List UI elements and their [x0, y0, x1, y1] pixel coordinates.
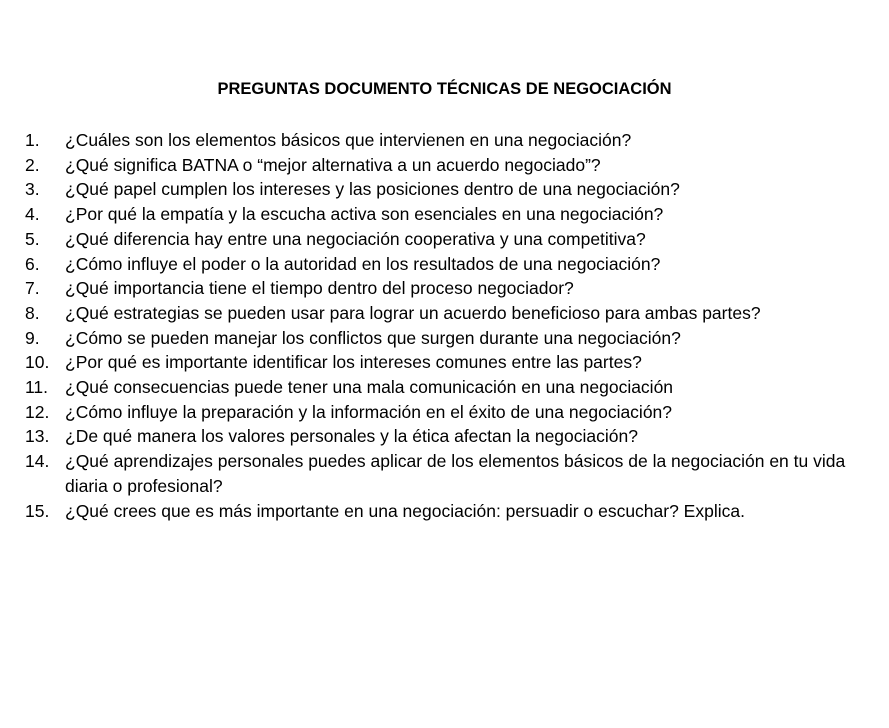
question-item	[25, 350, 875, 375]
question-item	[25, 326, 875, 351]
question-item	[25, 202, 875, 227]
question-item	[25, 400, 875, 425]
question-text: ¿Qué estrategias se pueden usar para lograr un acuerdo beneficioso para ambas partes?	[65, 302, 761, 323]
question-number: 14.	[25, 451, 50, 472]
question-text: ¿Qué crees que es más importante en una negociación: persuadir o escuchar? Explica.	[65, 500, 745, 521]
question-number: 12.	[25, 401, 50, 422]
question-text: ¿Por qué la empatía y la escucha activa son esenciales en una negociación?	[65, 204, 664, 225]
document-title: PREGUNTAS DOCUMENTO TÉCNICAS DE NEGOCIACIÓN	[217, 80, 672, 98]
question-item	[25, 177, 875, 202]
question-number: 6.	[25, 253, 40, 274]
question-item	[25, 499, 875, 524]
question-text: ¿Qué papel cumplen los intereses y las posiciones dentro de una negociación?	[65, 179, 680, 200]
question-item	[25, 276, 875, 301]
question-number: 7.	[25, 278, 40, 299]
question-number: 5.	[25, 228, 40, 249]
question-text: ¿Por qué es importante identificar los intereses comunes entre las partes?	[65, 352, 642, 373]
question-text: ¿Cómo se pueden manejar los conflictos que surgen durante una negociación?	[65, 327, 681, 348]
question-item	[25, 227, 875, 252]
question-item	[25, 153, 875, 178]
question-item	[25, 252, 875, 277]
question-text: ¿Qué significa BATNA o “mejor alternativa a un acuerdo negociado”?	[65, 154, 601, 175]
question-number: 2.	[25, 154, 40, 175]
question-list	[25, 128, 875, 523]
question-text: ¿Cómo influye el poder o la autoridad en los resultados de una negociación?	[65, 253, 661, 274]
question-text: ¿Cómo influye la preparación y la información en el éxito de una negociación?	[65, 401, 673, 422]
question-number: 15.	[25, 500, 50, 521]
question-text: ¿Qué importancia tiene el tiempo dentro del proceso negociador?	[65, 278, 574, 299]
question-item	[25, 424, 875, 449]
question-number: 3.	[25, 179, 40, 200]
question-text: ¿Cuáles son los elementos básicos que intervienen en una negociación?	[65, 130, 632, 150]
question-number: 9.	[25, 327, 40, 348]
question-number: 8.	[25, 302, 40, 323]
question-item	[25, 449, 875, 498]
question-item	[25, 128, 875, 153]
question-number: 13.	[25, 426, 50, 447]
question-item	[25, 375, 875, 400]
question-text: ¿Qué consecuencias puede tener una mala comunicación en una negociación	[65, 377, 674, 398]
question-text: ¿Qué diferencia hay entre una negociación cooperativa y una competitiva?	[65, 228, 646, 249]
question-item	[25, 301, 875, 326]
question-text: ¿Qué aprendizajes personales puedes aplicar de los elementos básicos de la negociación en tu vida diaria o profesional?	[65, 451, 846, 496]
question-number: 1.	[25, 130, 40, 150]
question-number: 10.	[25, 352, 50, 373]
question-number: 11.	[25, 377, 49, 398]
question-text: ¿De qué manera los valores personales y la ética afectan la negociación?	[65, 426, 638, 447]
question-number: 4.	[25, 204, 40, 225]
